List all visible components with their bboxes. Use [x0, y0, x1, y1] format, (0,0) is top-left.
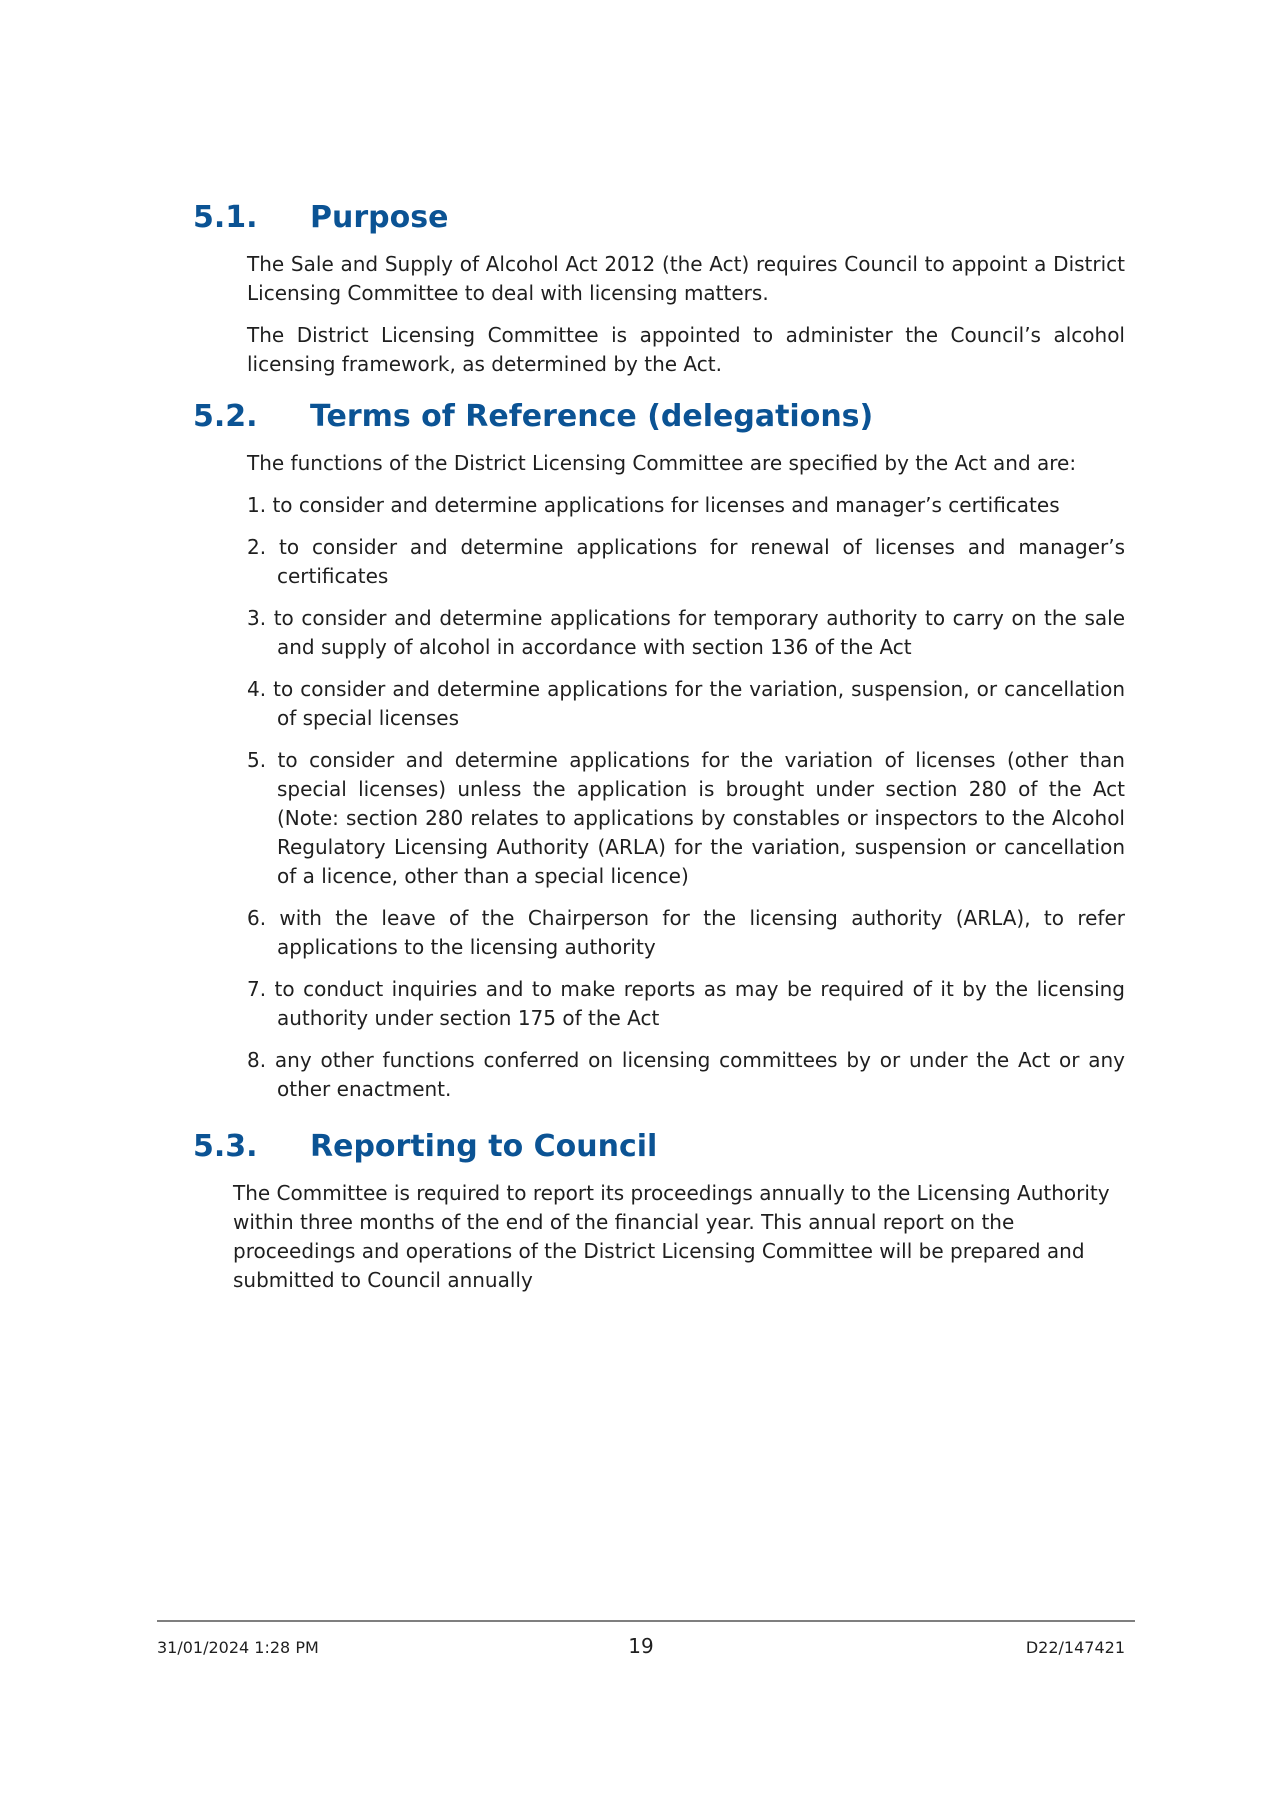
section-purpose: [193, 200, 1125, 392]
list-item: 2. to consider and determine applications for renewal of licenses and manager’s certificates: [247, 535, 1125, 588]
page-number: 19: [628, 1634, 654, 1658]
list-item: 3. to consider and determine applications for temporary authority to carry on the sale and supply of alcohol in accordance with section 136 of the Act: [247, 606, 1125, 659]
document-id: D22/147421: [1025, 1638, 1125, 1657]
page-footer: [157, 1636, 1125, 1662]
section-heading: [193, 1129, 1125, 1165]
list-item: 8. any other functions conferred on licensing committees by or under the Act or any other enactment.: [247, 1048, 1125, 1101]
list-item: 6. with the leave of the Chairperson for the licensing authority (ARLA), to refer applications to the licensing authority: [247, 906, 1125, 959]
section-number: 5.2.: [193, 399, 258, 434]
section-heading: [193, 399, 1125, 435]
section-heading: [193, 200, 1125, 236]
footer-divider: [157, 1620, 1135, 1622]
footer-timestamp: 31/01/2024 1:28 PM: [157, 1638, 319, 1657]
section-reporting-to-council: [193, 1129, 1125, 1295]
section-title: Terms of Reference (delegations): [310, 399, 874, 434]
list-item: 1. to consider and determine applications for licenses and manager’s certificates: [247, 493, 1060, 517]
section-title: Purpose: [310, 200, 449, 235]
paragraph: The Committee is required to report its proceedings annually to the Licensing Authority within three months of the end of the financial year. This annual report on the proceedings and operations of the District Licensing Committee will be prepared and submitted to Council annually: [233, 1181, 1110, 1292]
delegations-list: [247, 491, 1125, 1104]
list-intro: The functions of the District Licensing Committee are specified by the Act and are:: [247, 451, 1077, 475]
section-number: 5.1.: [193, 200, 258, 235]
section-number: 5.3.: [193, 1129, 258, 1164]
list-item: 7. to conduct inquiries and to make reports as may be required of it by the licensing authority under section 175 of the Act: [247, 977, 1125, 1030]
paragraph: The District Licensing Committee is appointed to administer the Council’s alcohol licensing framework, as determined by the Act.: [247, 323, 1125, 376]
list-item: 5. to consider and determine applications for the variation of licenses (other than special licenses) unless the application is brought under section 280 of the Act (Note: section 280 relates to applications by constables or inspectors to the Alcohol Regulatory Licensing Authority (ARLA) for the variation, suspension or cancellation of a licence, other than a special licence): [247, 748, 1125, 888]
section-terms-of-reference: [193, 399, 1125, 1117]
paragraph: The Sale and Supply of Alcohol Act 2012 (the Act) requires Council to appoint a District Licensing Committee to deal with licensing matters.: [247, 252, 1125, 305]
list-item: 4. to consider and determine applications for the variation, suspension, or cancellation of special licenses: [247, 677, 1125, 730]
section-title: Reporting to Council: [310, 1129, 658, 1164]
